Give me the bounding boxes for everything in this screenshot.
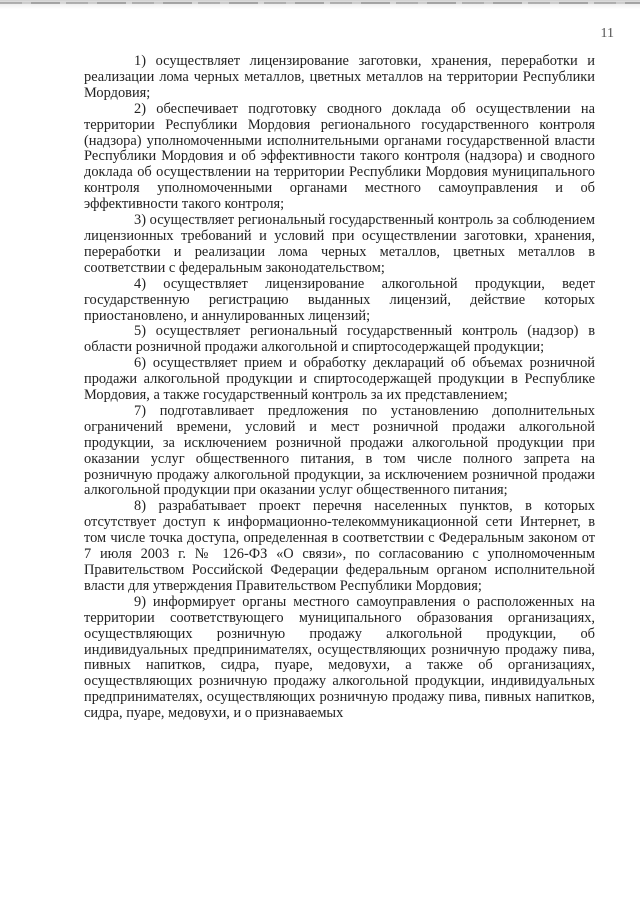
scan-edge — [0, 0, 640, 9]
paragraph-9: 9) информирует органы местного самоуправления о расположенных на территории соответствующего муниципального образования организациях, осуществляющих розничную продажу алкогольной продукции, об индивидуальных предпринимателях, осуществляющих розничную продажу пива, пивных напитков, сидра, пуаре, медовухи, а также об организациях, осуществляющих розничную продажу алкогольной продукции, индивидуальных предпринимателях, осуществляющих розничную продажу пива, пивных напитков, сидра, пуаре, медовухи, и о признаваемых — [84, 593, 595, 722]
paragraph-6: 6) осуществляет прием и обработку деклараций об объемах розничной продажи алкогольной продукции и спиртосодержащей продукции в Республике Мордовия, а также государственный контроль за их представлением; — [84, 355, 595, 404]
paragraph-3: 3) осуществляет региональный государственный контроль за соблюдением лицензионных требований и условий при осуществлении заготовки, хранения, переработки и реализации лома черных металлов, цветных металлов в соответствии с федеральным законодательством; — [84, 212, 595, 276]
paragraph-4: 4) осуществляет лицензирование алкогольной продукции, ведет государственную регистрацию выданных лицензий, действие которых приостановлено, и аннулированных лицензий; — [84, 275, 595, 324]
document-body — [84, 54, 595, 722]
paragraph-8: 8) разрабатывает проект перечня населенных пунктов, в которых отсутствует доступ к информационно-телекоммуникационной сети Интернет, в том числе точка доступа, определенная в соответствии с Федеральным законом от 7 июля 2003 г. № 126-ФЗ «О связи», по согласованию с уполномоченным Правительством Российской Федерации федеральным органом исполнительной власти для утверждения Правительством Республики Мордовия; — [84, 498, 595, 594]
paragraph-7: 7) подготавливает предложения по установлению дополнительных ограничений времени, условий и мест розничной продажи алкогольной продукции, за исключением розничной продажи алкогольной продукции при оказании услуг общественного питания, в том числе полного запрета на розничную продажу алкогольной продукции, за исключением розничной продажи алкогольной продукции при оказании услуг общественного питания; — [84, 402, 595, 499]
page-number: 11 — [600, 26, 614, 41]
paragraph-2: 2) обеспечивает подготовку сводного доклада об осуществлении на территории Республики Мордовия регионального государственного контроля (надзора) уполномоченными исполнительными органами государственной власти Республики Мордовия и об эффективности такого контроля (надзора) и сводного доклада об осуществлении на территории Республики Мордовия муниципального контроля уполномоченными органами местного самоуправления и об эффективности такого контроля; — [84, 100, 595, 213]
paragraph-1: 1) осуществляет лицензирование заготовки, хранения, переработки и реализации лома черных металлов, цветных металлов на территории Республики Мордовия; — [84, 53, 595, 101]
paragraph-5: 5) осуществляет региональный государственный контроль (надзор) в области розничной продажи алкогольной и спиртосодержащей продукции; — [84, 323, 595, 356]
